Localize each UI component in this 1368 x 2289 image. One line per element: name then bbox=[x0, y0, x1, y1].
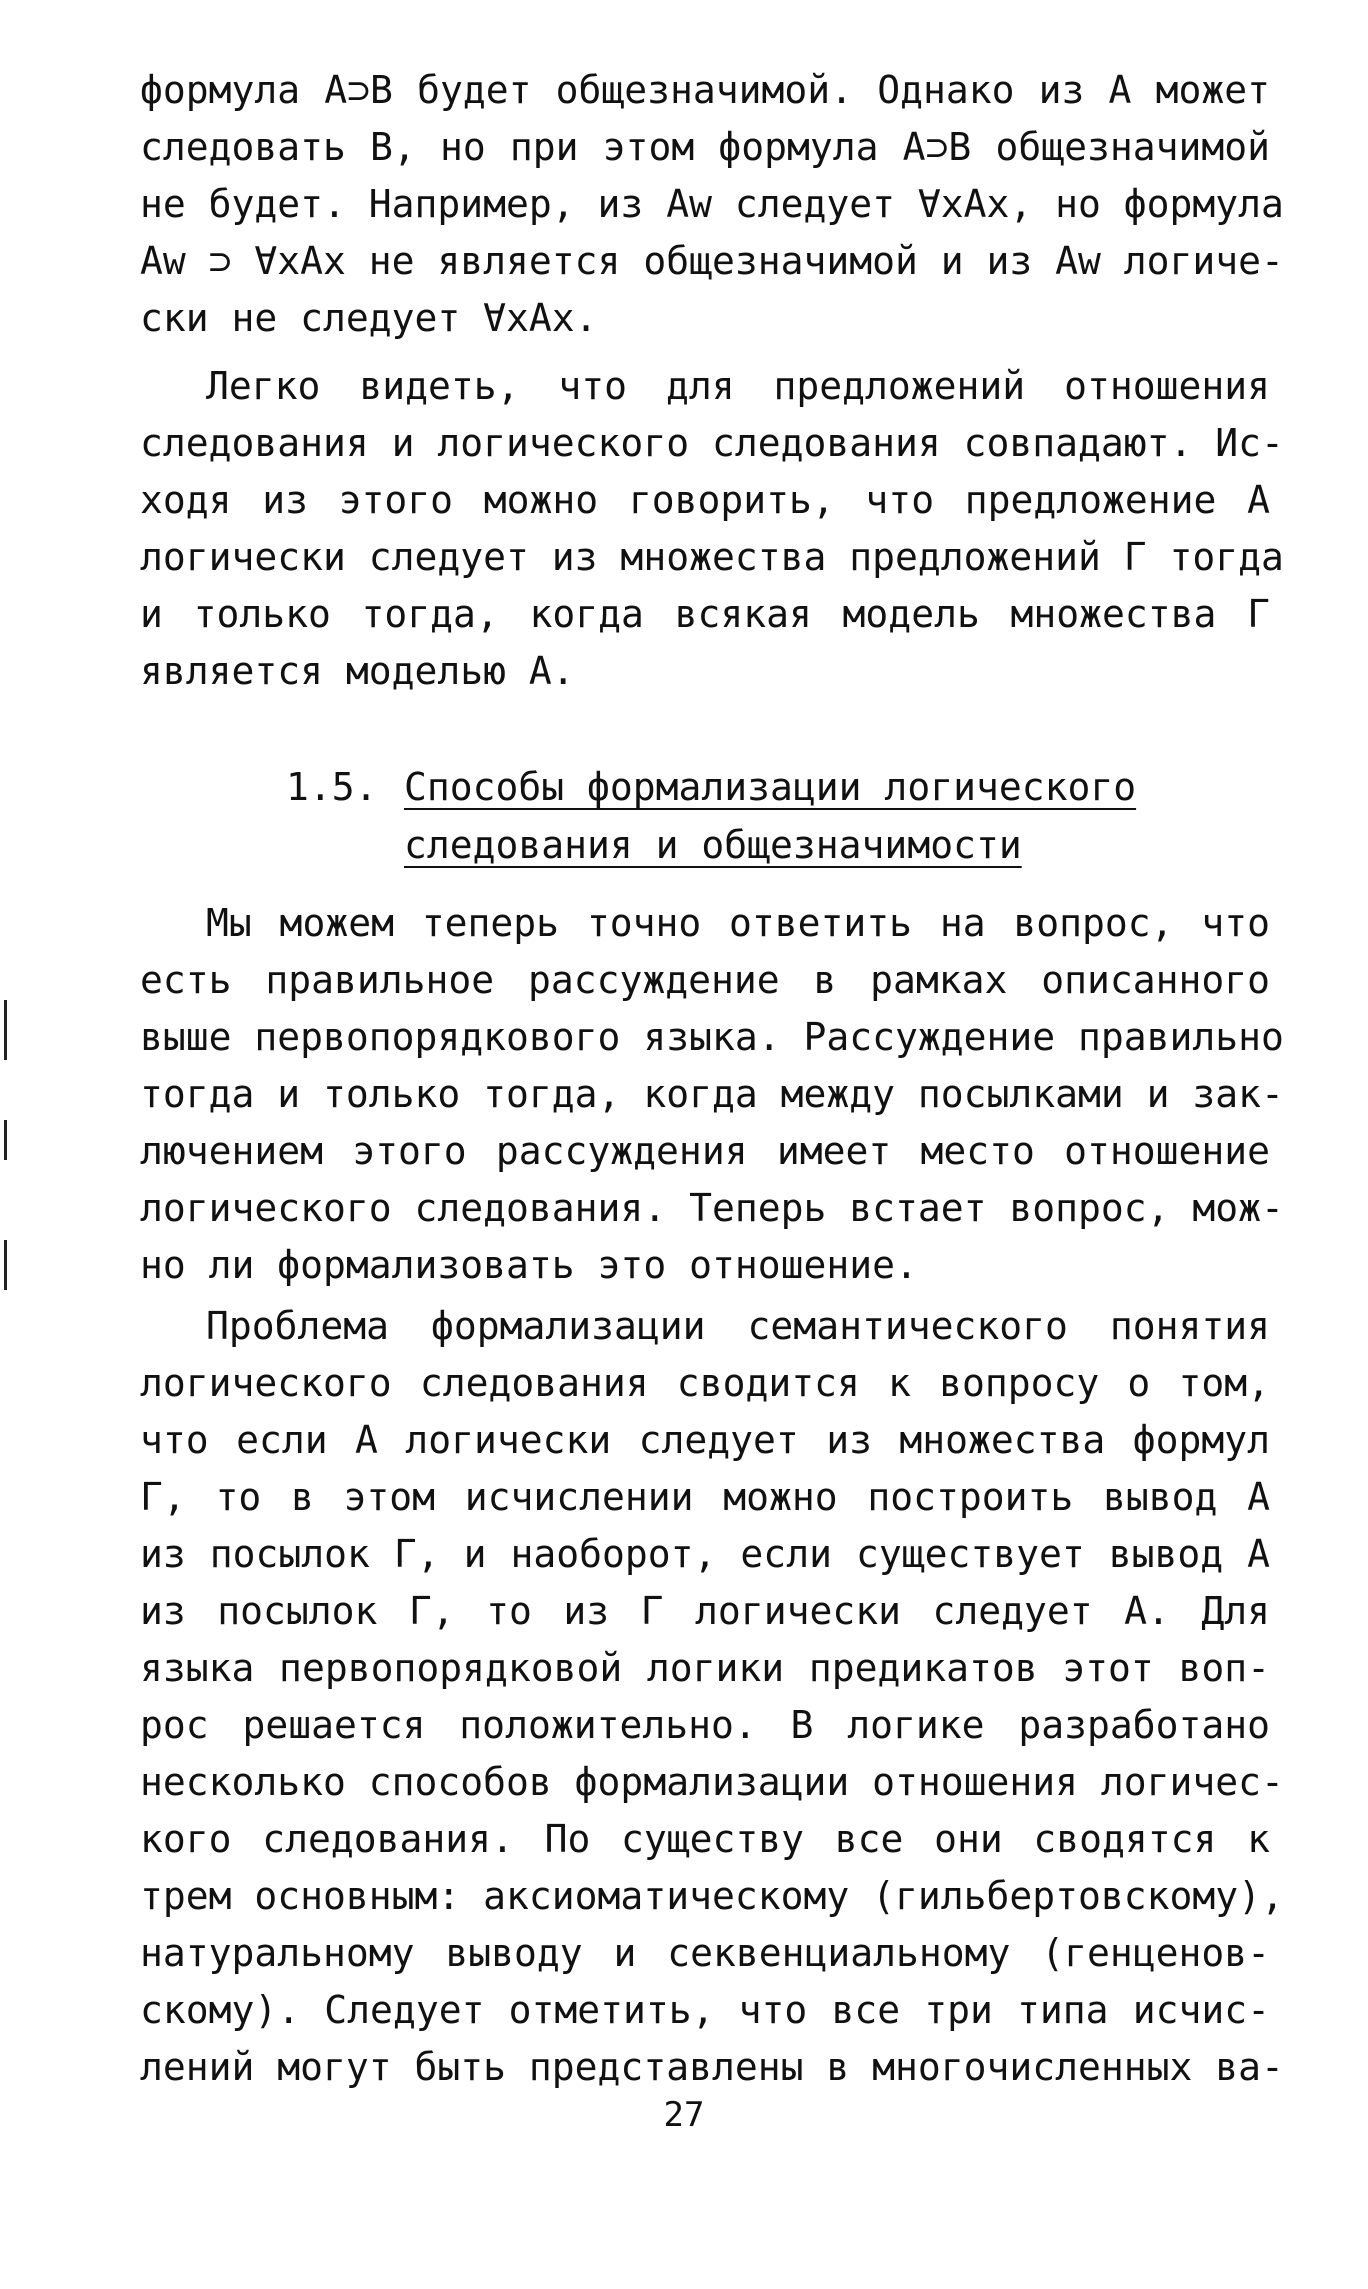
text-line: выше первопорядкового языка. Рассуждение правильно bbox=[140, 1015, 1284, 1059]
text-line: и только тогда, когда всякая модель множества Г bbox=[140, 592, 1270, 636]
text-line: является моделью A. bbox=[140, 649, 575, 693]
text-line: натуральному выводу и секвенциальному (генценов- bbox=[140, 1931, 1270, 1975]
text-line: логического следования сводится к вопросу о том, bbox=[140, 1361, 1270, 1405]
text-line: рос решается положительно. В логике разработано bbox=[140, 1703, 1270, 1747]
paragraph-3 bbox=[140, 895, 1284, 1294]
text-line: но ли формализовать это отношение. bbox=[140, 1243, 918, 1287]
section-title-line: Способы формализации логического bbox=[404, 765, 1137, 809]
text-line: из посылок Г, то из Г логически следует A. Для bbox=[140, 1589, 1270, 1633]
scan-margin-mark bbox=[4, 1240, 7, 1290]
text-line: Г, то в этом исчислении можно построить вывод A bbox=[140, 1475, 1270, 1519]
text-line: ходя из этого можно говорить, что предложение A bbox=[140, 478, 1270, 522]
text-line: из посылок Г, и наоборот, если существует вывод A bbox=[140, 1532, 1270, 1576]
text-line: скому). Следует отметить, что все три типа исчис- bbox=[140, 1988, 1270, 2032]
scan-margin-mark bbox=[4, 1120, 7, 1160]
text-line: логического следования. Теперь встает вопрос, мож- bbox=[140, 1186, 1284, 1230]
section-title bbox=[404, 758, 1136, 874]
text-line: Легко видеть, что для предложений отношения bbox=[206, 364, 1270, 408]
text-line: логически следует из множества предложений Г тогда bbox=[140, 535, 1284, 579]
text-line: ски не следует ∀xAx. bbox=[140, 296, 598, 340]
text-line: тогда и только тогда, когда между посылками и зак- bbox=[140, 1072, 1284, 1116]
text-line: Aw ⊃ ∀xAx не является общезначимой и из Aw логиче- bbox=[140, 239, 1284, 283]
text-line: лений могут быть представлены в многочисленных ва- bbox=[140, 2045, 1284, 2089]
text-line: кого следования. По существу все они сводятся к bbox=[140, 1817, 1270, 1861]
text-line: Проблема формализации семантического понятия bbox=[206, 1304, 1270, 1348]
text-line: формула A⊃B будет общезначимой. Однако из A может bbox=[140, 68, 1270, 112]
text-line: следования и логического следования совпадают. Ис- bbox=[140, 421, 1284, 465]
page-number: 27 bbox=[663, 2095, 705, 2135]
text-line: лючением этого рассуждения имеет место отношение bbox=[140, 1129, 1270, 1173]
paragraph-2 bbox=[140, 358, 1284, 700]
text-line: следовать B, но при этом формула A⊃B общезначимой bbox=[140, 125, 1270, 169]
section-title-line: следования и общезначимости bbox=[404, 823, 1022, 867]
text-line: что если A логически следует из множества формул bbox=[140, 1418, 1270, 1462]
text-line: языка первопорядковой логики предикатов этот воп- bbox=[140, 1646, 1270, 1690]
text-line: есть правильное рассуждение в рамках описанного bbox=[140, 958, 1270, 1002]
text-line: несколько способов формализации отношения логичес- bbox=[140, 1760, 1284, 1804]
scan-margin-mark bbox=[4, 1000, 7, 1060]
text-line: Мы можем теперь точно ответить на вопрос, что bbox=[206, 901, 1270, 945]
paragraph-4 bbox=[140, 1298, 1284, 2096]
intro-paragraph bbox=[140, 62, 1284, 347]
text-line: не будет. Например, из Aw следует ∀xAx, но формула bbox=[140, 182, 1284, 226]
section-number: 1.5. bbox=[286, 765, 378, 809]
text-line: трем основным: аксиоматическому (гильбертовскому), bbox=[140, 1874, 1284, 1918]
